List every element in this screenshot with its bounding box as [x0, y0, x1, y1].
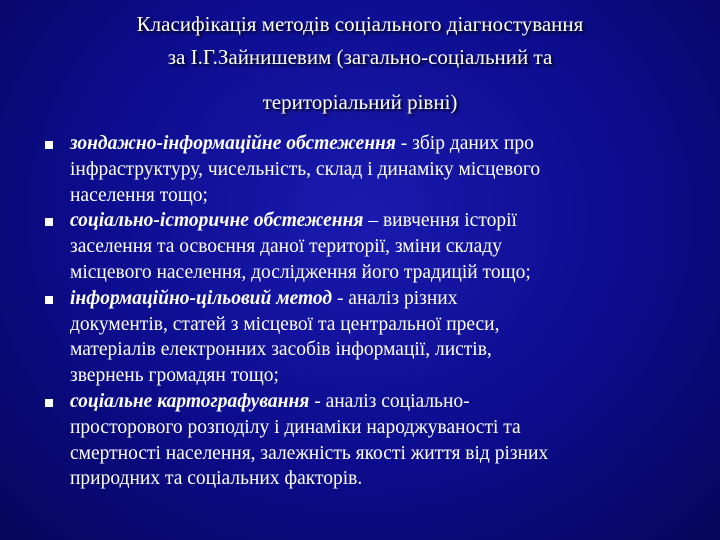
square-bullet-icon — [45, 218, 53, 226]
item-text: - аналіз різних — [332, 287, 458, 309]
item-text: смертності населення, залежність якості життя від різних — [70, 442, 549, 464]
square-bullet-icon — [45, 296, 53, 304]
slide-title — [20, 8, 700, 119]
square-bullet-icon — [45, 141, 53, 149]
title-line: територіальний рівні) — [262, 90, 458, 114]
item-text: звернень громадян тощо; — [70, 365, 279, 387]
list-item — [42, 131, 702, 208]
item-first-line — [70, 131, 702, 157]
item-text: місцевого населення, дослідження його традицій тощо; — [70, 261, 531, 283]
item-first-line — [70, 208, 702, 234]
bullet-list — [42, 131, 702, 492]
item-text: документів, статей з місцевої та центральної преси, — [70, 313, 500, 335]
title-line: Класифікація методів соціального діагностування — [136, 12, 584, 36]
item-term: інформаційно-цільовий метод — [70, 287, 333, 309]
title-line: за І.Г.Зайнишевим (загально-соціальний та — [167, 45, 553, 69]
item-text: - аналіз соціально- — [309, 390, 470, 412]
item-term: зондажно-інформаційне обстеження — [70, 133, 396, 154]
item-term: соціальне картографування — [70, 390, 310, 412]
list-item — [42, 389, 702, 492]
item-text: інфраструктуру, чисельність, склад і динаміку місцевого — [70, 158, 541, 180]
item-text: природних та соціальних факторів. — [70, 468, 363, 490]
item-first-line — [70, 389, 702, 415]
item-text: заселення та освоєння даної території, зміни складу — [70, 236, 502, 258]
item-term: соціально-історичне обстеження — [70, 210, 364, 232]
list-item — [42, 208, 702, 285]
item-text: - збір даних про — [395, 133, 534, 154]
item-text: просторового розподілу і динаміки народжуваності та — [70, 416, 521, 438]
item-text: матеріалів електронних засобів інформації, листів, — [70, 339, 492, 361]
item-first-line — [70, 286, 702, 312]
list-item — [42, 286, 702, 389]
item-text: – вивчення історії — [363, 210, 517, 232]
item-text: населення тощо; — [70, 184, 208, 206]
square-bullet-icon — [45, 399, 53, 407]
